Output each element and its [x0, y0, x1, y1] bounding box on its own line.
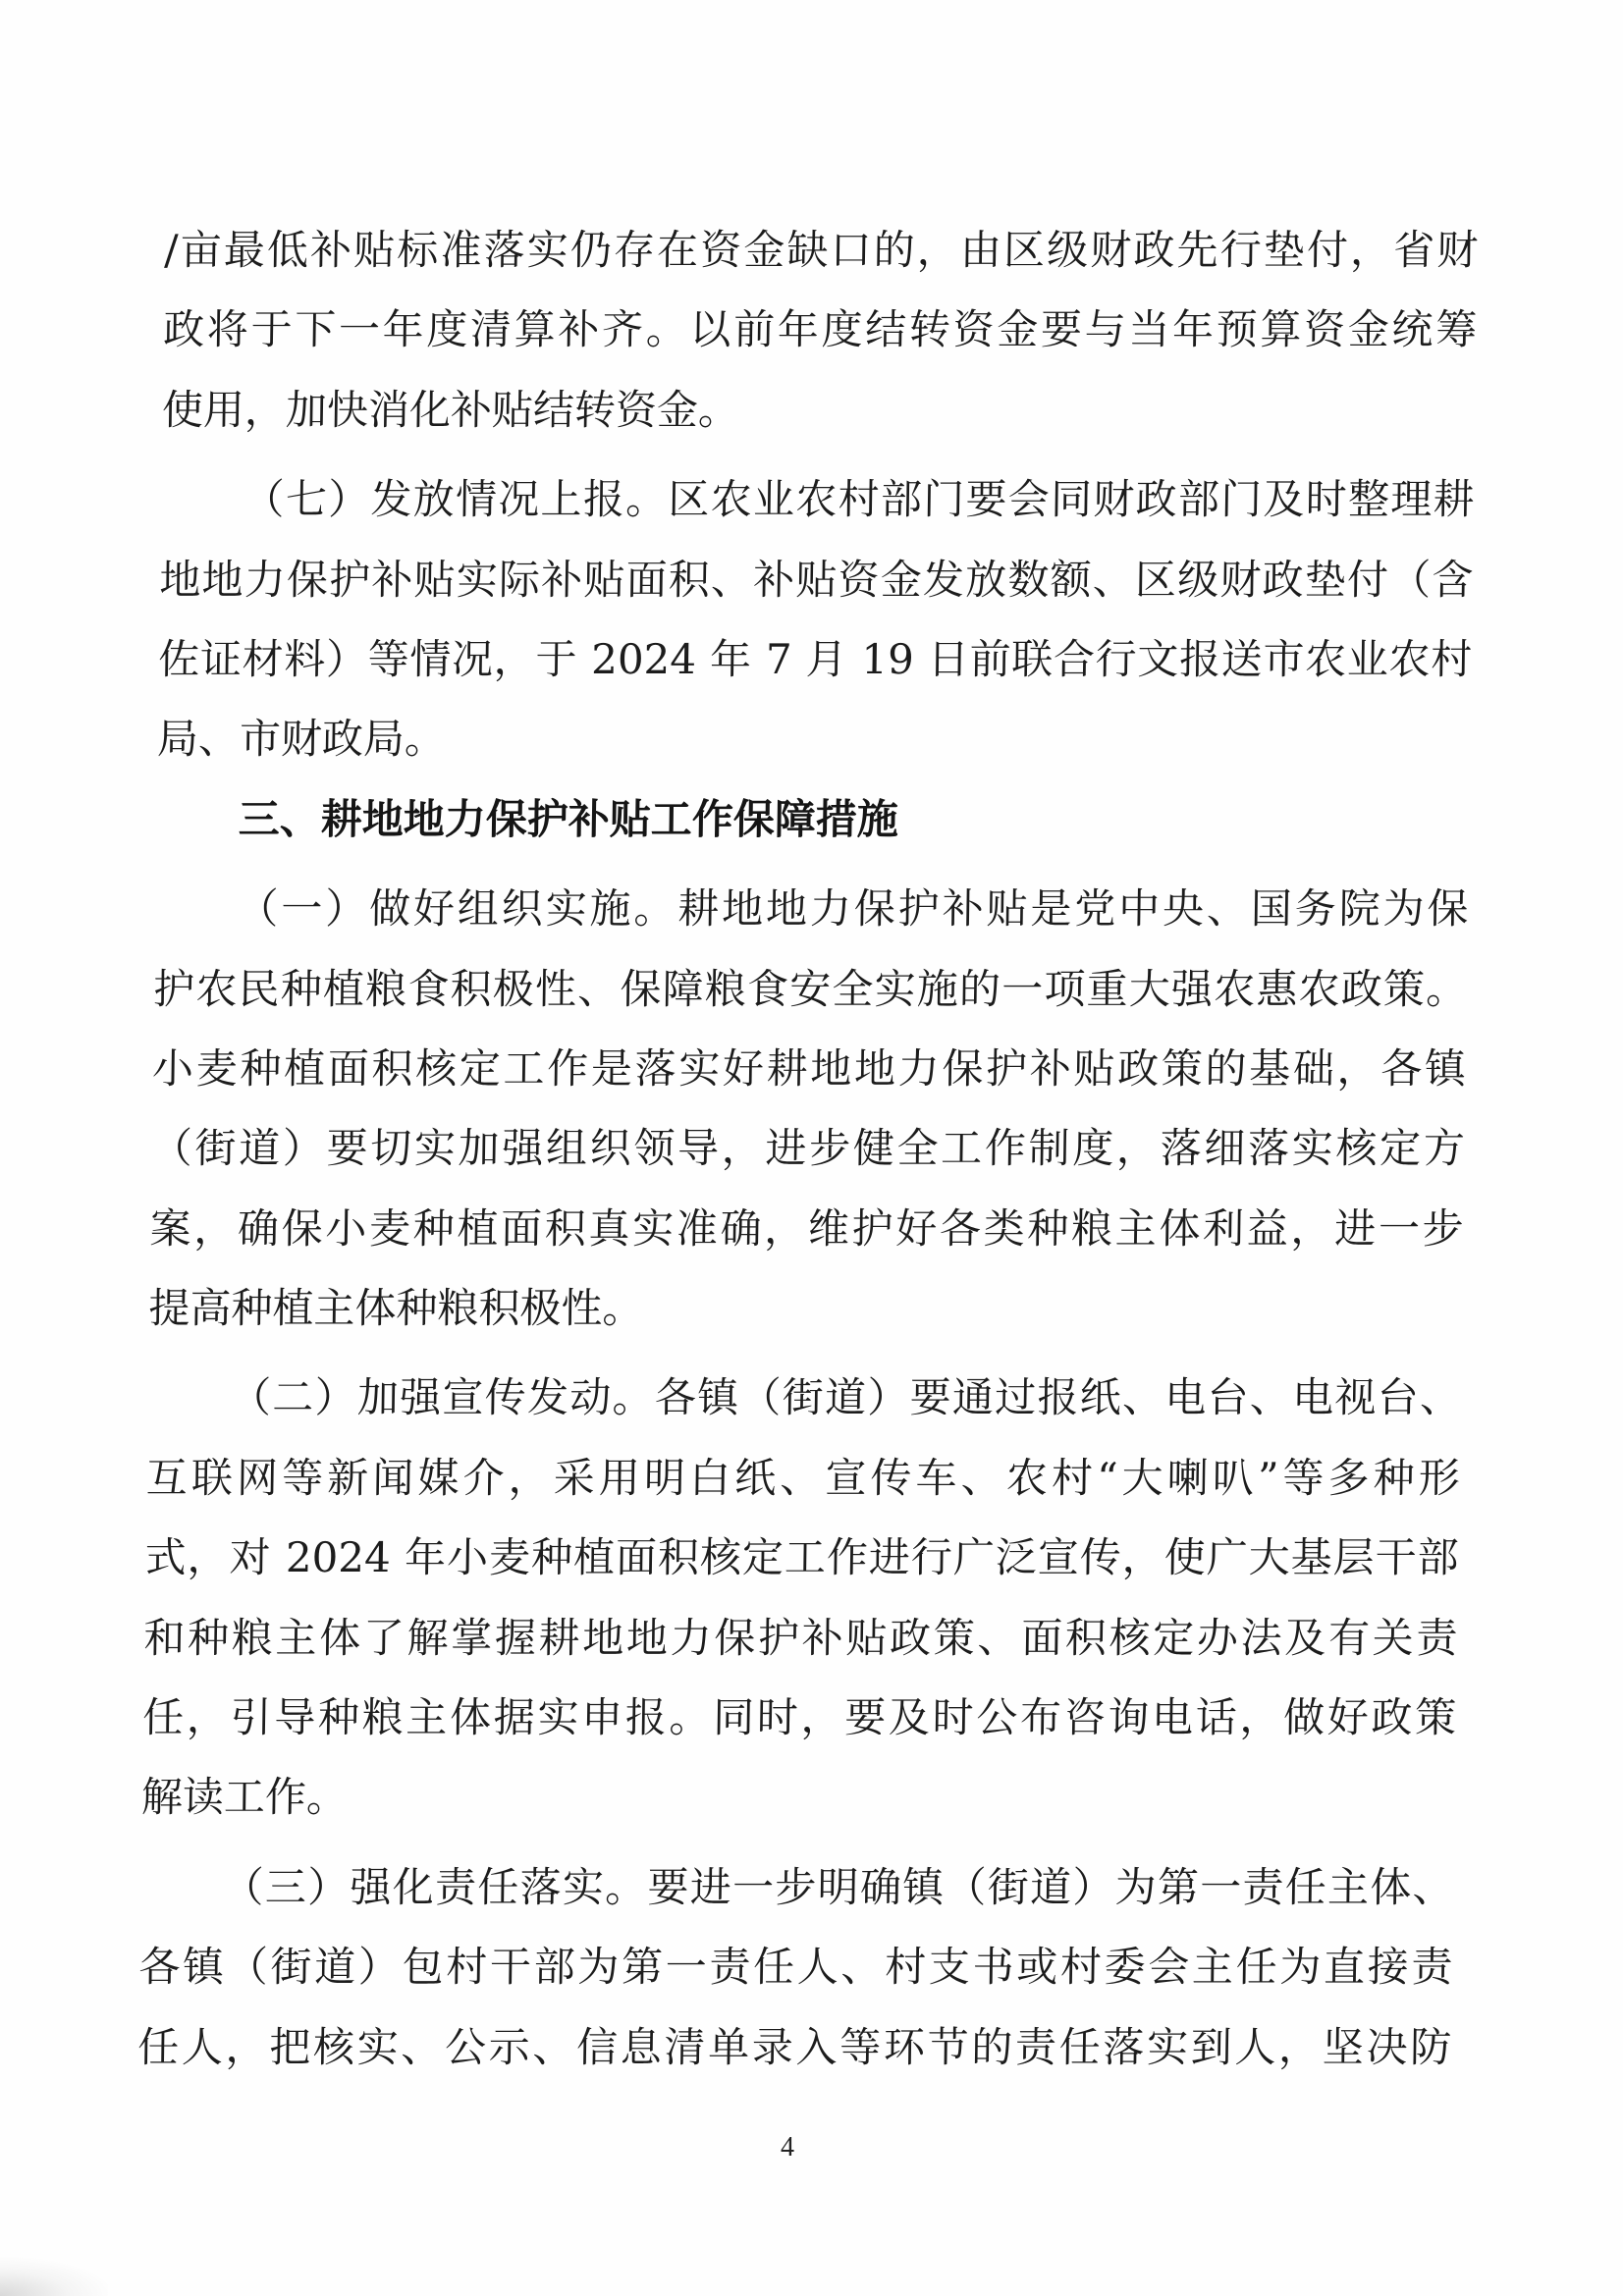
paragraph-item-7-reporting	[156, 459, 1475, 779]
text-line: 任，引导种粮主体据实申报。同时，要及时公布咨询电话，做好政策	[141, 1693, 1457, 1742]
text-line: 案，确保小麦种植面积真实准确，维护好各类种粮主体利益，进一步	[149, 1203, 1464, 1253]
text-line: 小麦种植面积核定工作是落实好耕地地力保护补贴政策的基础，各镇	[151, 1043, 1467, 1093]
text-line: （二）加强宣传发动。各镇（街道）要通过报纸、电台、电视台、	[229, 1373, 1462, 1422]
text-line: 和种粮主体了解掌握耕地地力保护补贴政策、面积核定办法及有关责	[143, 1613, 1458, 1662]
scan-smudge	[0, 2258, 108, 2296]
paragraph-item-3-responsibility	[137, 1847, 1455, 2087]
text-line: 护农民种植粮食积极性、保障粮食安全实施的一项重大强农惠农政策。	[152, 964, 1468, 1013]
text-line: （三）强化责任落实。要进一步明确镇（街道）为第一责任主体、	[222, 1862, 1455, 1911]
body-text	[137, 210, 1479, 2087]
text-line: 佐证材料）等情况，于 2024 年 7 月 19 日前联合行文报送市农业农村	[157, 634, 1473, 683]
section-heading: 三、耕地地力保护补贴工作保障措施	[238, 794, 899, 843]
text-line: 互联网等新闻媒介，采用明白纸、宣传车、农村“大喇叭”等多种形	[145, 1453, 1461, 1502]
paragraph-item-2-publicity	[140, 1358, 1461, 1837]
text-line: 地地力保护补贴实际补贴面积、补贴资金发放数额、区级财政垫付（含	[159, 555, 1474, 604]
text-line: 提高种植主体种粮积极性。	[148, 1284, 644, 1333]
text-line: 任人，把核实、公示、信息清单录入等环节的责任落实到人，坚决防	[136, 2022, 1452, 2071]
text-line: （一）做好组织实施。耕地地力保护补贴是党中央、国务院为保	[237, 884, 1469, 934]
text-line: 使用，加快消化补贴结转资金。	[161, 385, 740, 434]
text-line: 政将于下一年度清算补齐。以前年度结转资金要与当年预算资金统筹	[162, 305, 1478, 354]
text-line: 式，对 2024 年小麦种植面积核定工作进行广泛宣传，使广大基层干部	[144, 1533, 1459, 1582]
text-line: /亩最低补贴标准落实仍存在资金缺口的，由区级财政先行垫付，省财	[164, 226, 1479, 274]
page-number: 4	[781, 2132, 794, 2163]
text-line: 局、市财政局。	[156, 715, 447, 764]
text-line: 解读工作。	[140, 1773, 349, 1822]
paragraph-continuation	[161, 210, 1479, 450]
paragraph-item-1-organization	[148, 869, 1469, 1348]
text-line: 各镇（街道）包村干部为第一责任人、村支书或村委会主任为直接责	[138, 1943, 1453, 1992]
text-line: （七）发放情况上报。区农业农村部门要会同财政部门及时整理耕	[243, 475, 1475, 524]
text-line: （街道）要切实加强组织领导，进步健全工作制度，落细落实核定方	[150, 1124, 1466, 1173]
